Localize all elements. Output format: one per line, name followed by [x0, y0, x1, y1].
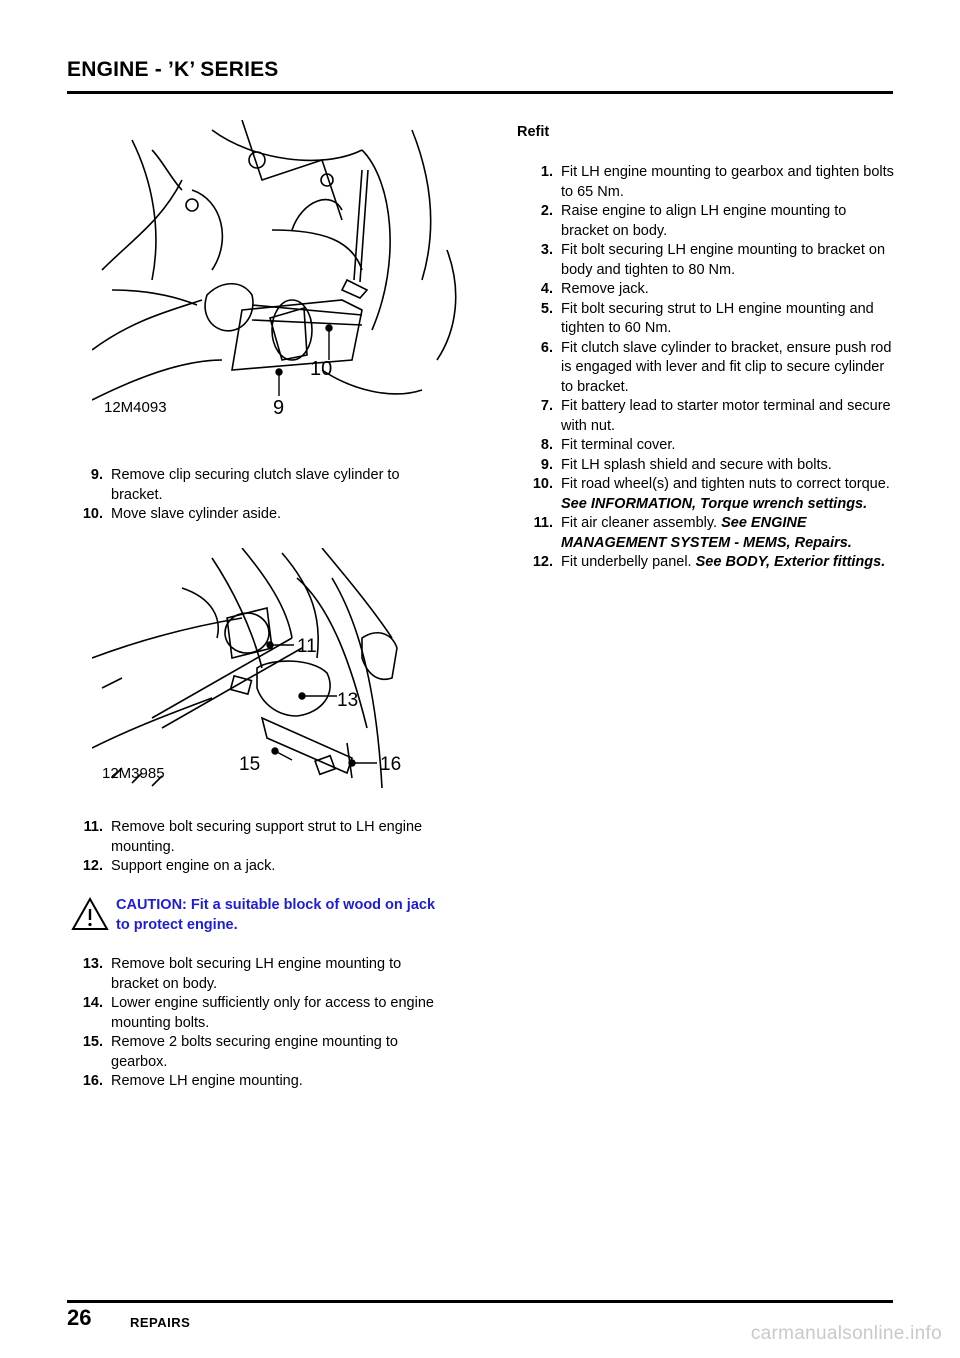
- step-text: Remove LH engine mounting.: [111, 1073, 303, 1089]
- callout-16: 16: [380, 754, 402, 775]
- section-heading-refit: Refit: [517, 124, 550, 140]
- page-number: 26: [67, 1305, 92, 1330]
- step-text: Fit LH splash shield and secure with bolts.: [561, 456, 832, 473]
- step-number: 16.: [82, 1073, 103, 1089]
- callout-10: 10: [310, 358, 333, 380]
- step-number: 11.: [83, 819, 103, 835]
- step-number: 12.: [82, 858, 103, 874]
- list-item: [517, 514, 895, 553]
- step-number: 12.: [532, 554, 553, 570]
- figure-engine-mounting: [92, 548, 422, 788]
- step-text: Remove bolt securing LH engine mounting to bracket on body.: [111, 956, 402, 992]
- caution-text: CAUTION: Fit a suitable block of wood on jack to protect engine.: [116, 897, 436, 933]
- step-text: Fit battery lead to starter motor terminal and secure with nut.: [561, 398, 891, 434]
- list-item: [67, 466, 442, 505]
- watermark: carmanualsonline.info: [750, 1323, 942, 1344]
- list-item: [67, 818, 442, 857]
- steps-11-12: [67, 818, 442, 877]
- step-number: 9.: [90, 467, 103, 483]
- step-text: Fit LH engine mounting to gearbox and tighten bolts to 65 Nm.: [561, 164, 894, 200]
- step-text: Lower engine sufficiently only for access to engine mounting bolts.: [111, 995, 434, 1031]
- step-text: Fit terminal cover.: [561, 437, 676, 453]
- list-item: [517, 397, 895, 436]
- step-number: 9.: [540, 456, 553, 473]
- callout-9: 9: [273, 397, 285, 419]
- step-text: Remove 2 bolts securing engine mounting to gearbox.: [111, 1034, 398, 1070]
- list-item: [67, 955, 442, 994]
- step-text: Raise engine to align LH engine mounting to bracket on body.: [561, 203, 847, 239]
- figure-code: 12M4093: [104, 399, 167, 416]
- steps-9-10: [67, 466, 442, 525]
- steps-13-16: [67, 955, 442, 1092]
- section-name: REPAIRS: [130, 1315, 191, 1330]
- figure-code: 12M3985: [102, 765, 165, 782]
- step-number: 2.: [540, 203, 553, 219]
- step-number: 10.: [532, 476, 553, 492]
- step-number: 15.: [82, 1034, 103, 1050]
- step-text: Fit bolt securing strut to LH engine mounting and tighten to 60 Nm.: [561, 300, 874, 336]
- list-item: [517, 553, 895, 573]
- list-item: [517, 475, 895, 514]
- callout-11: 11: [297, 636, 317, 657]
- step-number: 14.: [82, 995, 103, 1011]
- step-number: 8.: [540, 437, 553, 453]
- step-text: Fit bolt securing LH engine mounting to bracket on body and tighten to 80 Nm.: [561, 242, 886, 278]
- footer-rule: [67, 1300, 893, 1303]
- step-number: 4.: [540, 281, 553, 297]
- step-number: 3.: [540, 242, 553, 258]
- list-item: [517, 241, 895, 280]
- step-number: 10.: [82, 506, 103, 522]
- step-number: 1.: [540, 164, 553, 180]
- step-text: Move slave cylinder aside.: [111, 506, 282, 522]
- list-item: [67, 1072, 442, 1092]
- list-item: [517, 202, 895, 241]
- step-text: Fit road wheel(s) and tighten nuts to correct torque.: [561, 476, 890, 492]
- step-text: Remove clip securing clutch slave cylinder to bracket.: [111, 467, 400, 503]
- cross-reference-link[interactable]: See ENGINE MANAGEMENT SYSTEM - MEMS, Repairs.: [561, 515, 852, 551]
- header-rule: [67, 91, 893, 94]
- list-item: [67, 994, 442, 1033]
- list-item: [517, 339, 895, 398]
- list-item: [517, 163, 895, 202]
- caution-note: [70, 896, 442, 937]
- page-title: ENGINE - ’K’ SERIES: [67, 58, 279, 81]
- callout-13: 13: [337, 690, 359, 711]
- step-text: Remove jack.: [561, 281, 649, 297]
- cross-reference-link[interactable]: See INFORMATION, Torque wrench settings.: [561, 495, 868, 512]
- list-item: [517, 456, 895, 476]
- list-item: [67, 1033, 442, 1072]
- step-text: Fit underbelly panel.: [561, 554, 692, 570]
- step-number: 13.: [82, 956, 103, 972]
- figure-slave-cylinder: [92, 120, 472, 435]
- cross-reference-link[interactable]: See BODY, Exterior fittings.: [695, 554, 886, 570]
- refit-steps: [517, 163, 895, 573]
- step-number: 7.: [540, 398, 553, 414]
- step-number: 5.: [540, 300, 553, 317]
- list-item: [517, 280, 895, 300]
- list-item: [67, 505, 442, 525]
- step-text: Support engine on a jack.: [111, 858, 276, 874]
- list-item: [67, 857, 442, 877]
- list-item: [517, 300, 895, 339]
- warning-triangle-icon: [70, 896, 110, 937]
- list-item: [517, 436, 895, 456]
- step-text: Fit air cleaner assembly.: [561, 515, 718, 531]
- step-text: Fit clutch slave cylinder to bracket, ensure push rod is engaged with lever and fit clip to secure cylinder to bracket.: [561, 339, 892, 395]
- step-text: Remove bolt securing support strut to LH engine mounting.: [111, 819, 423, 855]
- step-number: 11.: [533, 515, 553, 531]
- step-number: 6.: [540, 339, 553, 356]
- callout-15: 15: [239, 754, 261, 775]
